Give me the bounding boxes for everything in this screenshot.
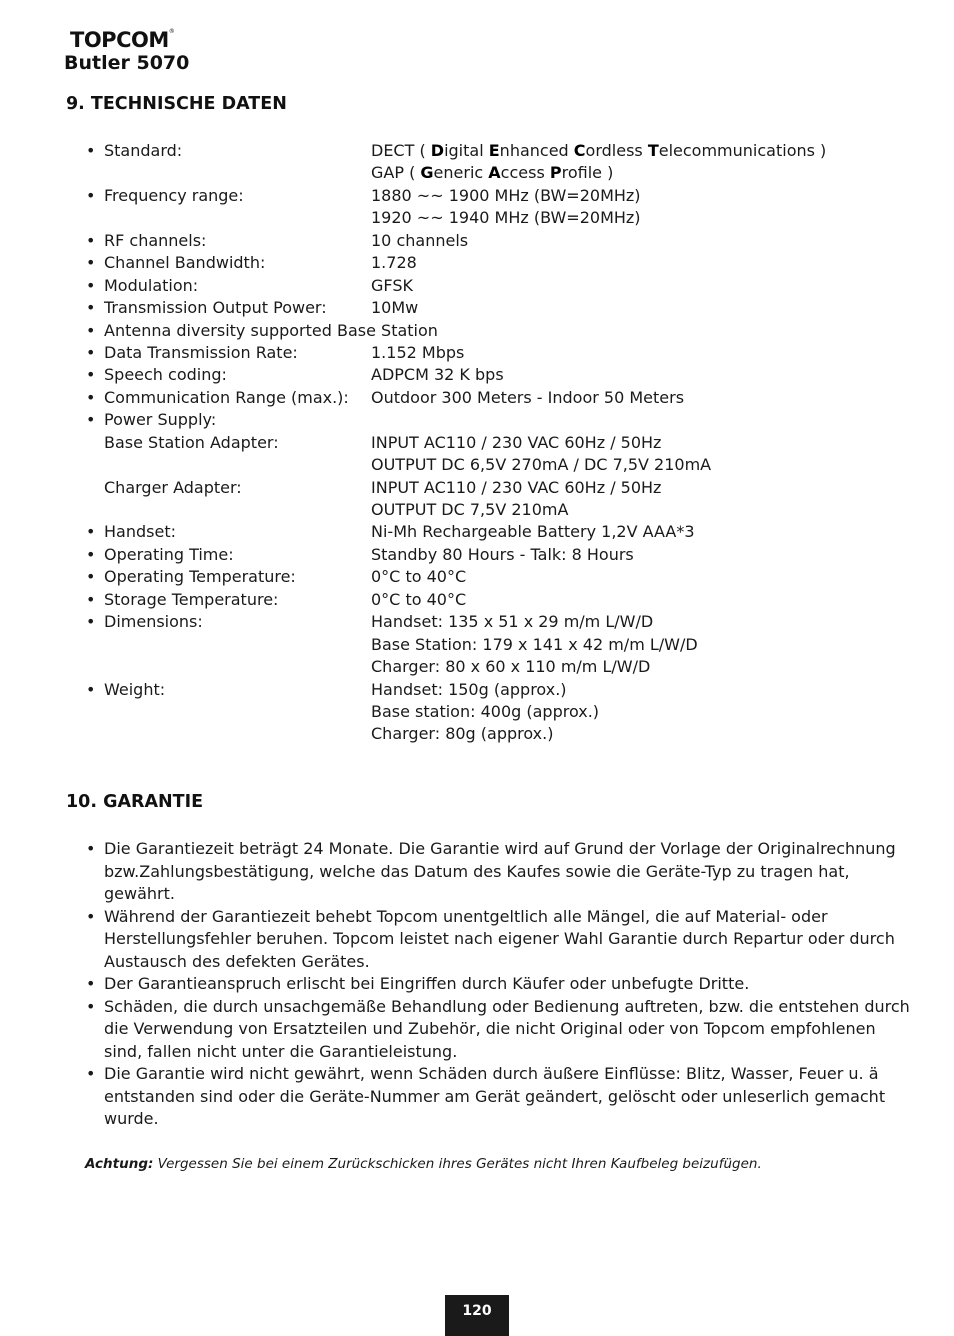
warranty-item (86, 1063, 886, 1131)
spec-list (86, 140, 906, 746)
spec-value (371, 499, 568, 521)
spec-label: Handset: (104, 522, 176, 542)
bullet: • (86, 839, 96, 858)
spec-row (86, 589, 906, 611)
brand-logo-text: TOPCOM (70, 28, 169, 52)
bullet: • (86, 522, 96, 542)
bullet: • (86, 230, 96, 250)
spec-value-initial: T (647, 141, 659, 160)
bullet: • (86, 365, 96, 385)
spec-value-text: ccess (500, 163, 550, 183)
spec-row (86, 454, 906, 476)
spec-row (86, 275, 906, 297)
spec-label: Channel Bandwidth: (104, 253, 266, 273)
spec-row (86, 723, 906, 745)
warranty-line: die Verwendung von Ersatzteilen und Zubehör, die nicht Original oder von Topcom empfohlenen (104, 1019, 876, 1038)
spec-label: Base Station Adapter: (104, 432, 279, 452)
spec-label: Standard: (104, 141, 183, 160)
spec-value-text: GAP ( (371, 163, 421, 183)
warranty-item (86, 906, 895, 974)
spec-value-initial: D (430, 141, 445, 160)
spec-value-text: Handset: 150g (approx.) (371, 679, 567, 699)
spec-row (86, 499, 906, 521)
spec-value-text: 0°C to 40°C (371, 567, 467, 587)
spec-value (371, 387, 684, 409)
spec-value (371, 477, 661, 499)
warranty-line: gewährt. (104, 884, 175, 903)
section-heading-technical-data: 9. TECHNISCHE DATEN (66, 94, 287, 114)
spec-value-text: eneric (433, 163, 489, 183)
note-text: Vergessen Sie bei einem Zurückschicken ihres Gerätes nicht Ihren Kaufbeleg beizufügen. (153, 1156, 762, 1172)
warranty-line: wurde. (104, 1109, 159, 1128)
spec-label: Charger Adapter: (104, 477, 242, 497)
spec-value-text: DECT ( (371, 141, 431, 160)
spec-row (86, 544, 906, 566)
spec-label: Operating Temperature: (104, 567, 296, 587)
spec-label: Storage Temperature: (104, 589, 279, 609)
spec-row (86, 701, 906, 723)
spec-value (371, 454, 711, 476)
spec-row (86, 679, 906, 701)
spec-value-initial: E (488, 141, 500, 160)
bullet: • (86, 410, 96, 430)
bullet: • (86, 298, 96, 318)
spec-value (371, 140, 826, 162)
spec-value-initial: P (549, 163, 562, 183)
spec-row (86, 566, 906, 588)
warranty-item (86, 996, 910, 1064)
brand-logo (70, 28, 174, 52)
spec-value (371, 185, 641, 207)
spec-value-text: GFSK (371, 275, 413, 295)
spec-value-text: ordless (585, 141, 648, 160)
spec-value (371, 275, 413, 297)
spec-value (371, 207, 641, 229)
spec-row (86, 387, 906, 409)
spec-label: Transmission Output Power: (104, 298, 327, 318)
bullet: • (86, 1064, 96, 1083)
bullet: • (86, 679, 96, 699)
bullet: • (86, 185, 96, 205)
spec-value (371, 544, 634, 566)
spec-label: RF channels: (104, 230, 207, 250)
spec-value-text: Handset: 135 x 51 x 29 m/m L/W/D (371, 612, 654, 632)
spec-value (371, 230, 468, 252)
spec-label: Weight: (104, 679, 166, 699)
bullet: • (86, 320, 96, 340)
spec-value (371, 611, 653, 633)
spec-value-initial: A (488, 163, 501, 183)
bullet: • (86, 387, 96, 407)
warranty-line: Austausch des defekten Gerätes. (104, 951, 370, 971)
spec-row (86, 320, 906, 342)
spec-value-text: 1.728 (371, 253, 417, 273)
spec-row (86, 162, 906, 184)
spec-value-text: Outdoor 300 Meters - Indoor 50 Meters (371, 387, 685, 407)
spec-row (86, 297, 906, 319)
bullet: • (86, 342, 96, 362)
spec-value (371, 566, 466, 588)
spec-value-text: 0°C to 40°C (371, 589, 467, 609)
warranty-line: Herstellungsfehler beruhen. Topcom leistet nach eigener Wahl Garantie durch Repartur oder durch (104, 929, 895, 948)
bullet: • (86, 275, 96, 295)
spec-value-text: 1880 ~~ 1900 MHz (BW=20MHz) (371, 185, 641, 205)
note-label: Achtung: (85, 1156, 154, 1172)
spec-row (86, 342, 906, 364)
spec-row (86, 521, 906, 543)
spec-value (371, 679, 567, 701)
spec-value-text: rofile ) (561, 163, 614, 183)
spec-row (86, 634, 906, 656)
spec-value-text: 1.152 Mbps (371, 342, 465, 362)
spec-value-text: igital (444, 141, 489, 160)
spec-value-text: nhanced (499, 141, 574, 160)
spec-label: Data Transmission Rate: (104, 342, 298, 362)
spec-value (371, 252, 417, 274)
spec-value (371, 656, 650, 678)
spec-row (86, 432, 906, 454)
spec-row (86, 140, 906, 162)
spec-value-initial: G (420, 163, 434, 183)
page-number-box (445, 1295, 509, 1336)
spec-value (371, 634, 698, 656)
bullet: • (86, 589, 96, 609)
spec-value (371, 162, 613, 184)
bullet: • (86, 544, 96, 564)
warranty-item (86, 838, 896, 906)
spec-row (86, 656, 906, 678)
warranty-note (85, 1156, 762, 1172)
bullet: • (86, 996, 96, 1016)
spec-value (371, 364, 504, 386)
spec-value (371, 723, 553, 745)
warranty-line: Die Garantiezeit beträgt 24 Monate. Die Garantie wird auf Grund der Vorlage der Originalrechnung (104, 839, 896, 858)
warranty-line: Während der Garantiezeit behebt Topcom unentgeltlich alle Mängel, die auf Material- oder (104, 906, 828, 926)
spec-label: Frequency range: (104, 185, 244, 205)
spec-label: Operating Time: (104, 544, 234, 564)
spec-label: Dimensions: (104, 612, 203, 632)
section-heading-warranty: 10. GARANTIE (66, 792, 204, 812)
bullet: • (86, 974, 96, 993)
spec-row (86, 230, 906, 252)
spec-value (371, 432, 661, 454)
spec-value (371, 342, 464, 364)
spec-value-text: ADPCM 32 K bps (371, 365, 504, 385)
model-name: Butler 5070 (64, 52, 190, 74)
bullet: • (86, 906, 96, 926)
spec-value-text: OUTPUT DC 6,5V 270mA / DC 7,5V 210mA (371, 455, 712, 475)
spec-label: Antenna diversity supported Base Station (104, 320, 438, 340)
spec-label: Speech coding: (104, 365, 227, 385)
bullet: • (86, 141, 96, 160)
spec-value-text: 10Mw (371, 298, 419, 318)
warranty-line: bzw.Zahlungsbestätigung, welche das Datum des Kaufes sowie die Geräte-Typ zu tragen hat, (104, 861, 850, 881)
spec-value-text: Base Station: 179 x 141 x 42 m/m L/W/D (371, 634, 698, 654)
spec-value (371, 297, 418, 319)
warranty-line: entstanden sind oder die Geräte-Nummer am Gerät geändert, gelöscht oder unleserlich gemacht (104, 1086, 886, 1106)
spec-value (371, 701, 599, 723)
spec-value-text: Charger: 80g (approx.) (371, 724, 554, 744)
warranty-line: Schäden, die durch unsachgemäße Behandlung oder Bedienung auftreten, bzw. die entstehen durch (104, 996, 910, 1016)
spec-value-text: Charger: 80 x 60 x 110 m/m L/W/D (371, 657, 651, 677)
spec-value-text: INPUT AC110 / 230 VAC 60Hz / 50Hz (371, 477, 662, 497)
spec-label: Power Supply: (104, 410, 217, 430)
warranty-line: sind, fallen nicht unter die Garantieleistung. (104, 1041, 458, 1061)
warranty-line: Der Garantieanspruch erlischt bei Eingriffen durch Käufer oder unbefugte Dritte. (104, 974, 750, 993)
spec-value-text: 1920 ~~ 1940 MHz (BW=20MHz) (371, 208, 641, 228)
spec-value-text: 10 channels (371, 230, 469, 250)
bullet: • (86, 612, 96, 632)
spec-value-text: Standby 80 Hours - Talk: 8 Hours (371, 544, 634, 564)
warranty-line: Die Garantie wird nicht gewährt, wenn Schäden durch äußere Einflüsse: Blitz, Wasser, Feuer u. ä (104, 1064, 879, 1083)
spec-row (86, 477, 906, 499)
spec-value-text: INPUT AC110 / 230 VAC 60Hz / 50Hz (371, 432, 662, 452)
spec-row (86, 207, 906, 229)
spec-value (371, 521, 695, 543)
bullet: • (86, 567, 96, 587)
registered-mark: ® (168, 28, 175, 35)
warranty-list (86, 838, 910, 1131)
warranty-item (86, 973, 886, 996)
spec-label: Modulation: (104, 275, 199, 295)
spec-row (86, 252, 906, 274)
page-number: 120 (462, 1303, 492, 1319)
spec-row (86, 364, 906, 386)
spec-row (86, 611, 906, 633)
spec-value-text: Base station: 400g (approx.) (371, 701, 600, 721)
spec-row (86, 409, 906, 431)
spec-label: Communication Range (max.): (104, 387, 349, 407)
spec-value-text: elecommunications ) (658, 141, 827, 160)
spec-value (371, 589, 466, 611)
spec-value-initial: C (573, 141, 586, 160)
spec-row (86, 185, 906, 207)
spec-value-text: Ni-Mh Rechargeable Battery 1,2V AAA*3 (371, 522, 695, 542)
bullet: • (86, 253, 96, 273)
spec-value-text: OUTPUT DC 7,5V 210mA (371, 500, 569, 519)
